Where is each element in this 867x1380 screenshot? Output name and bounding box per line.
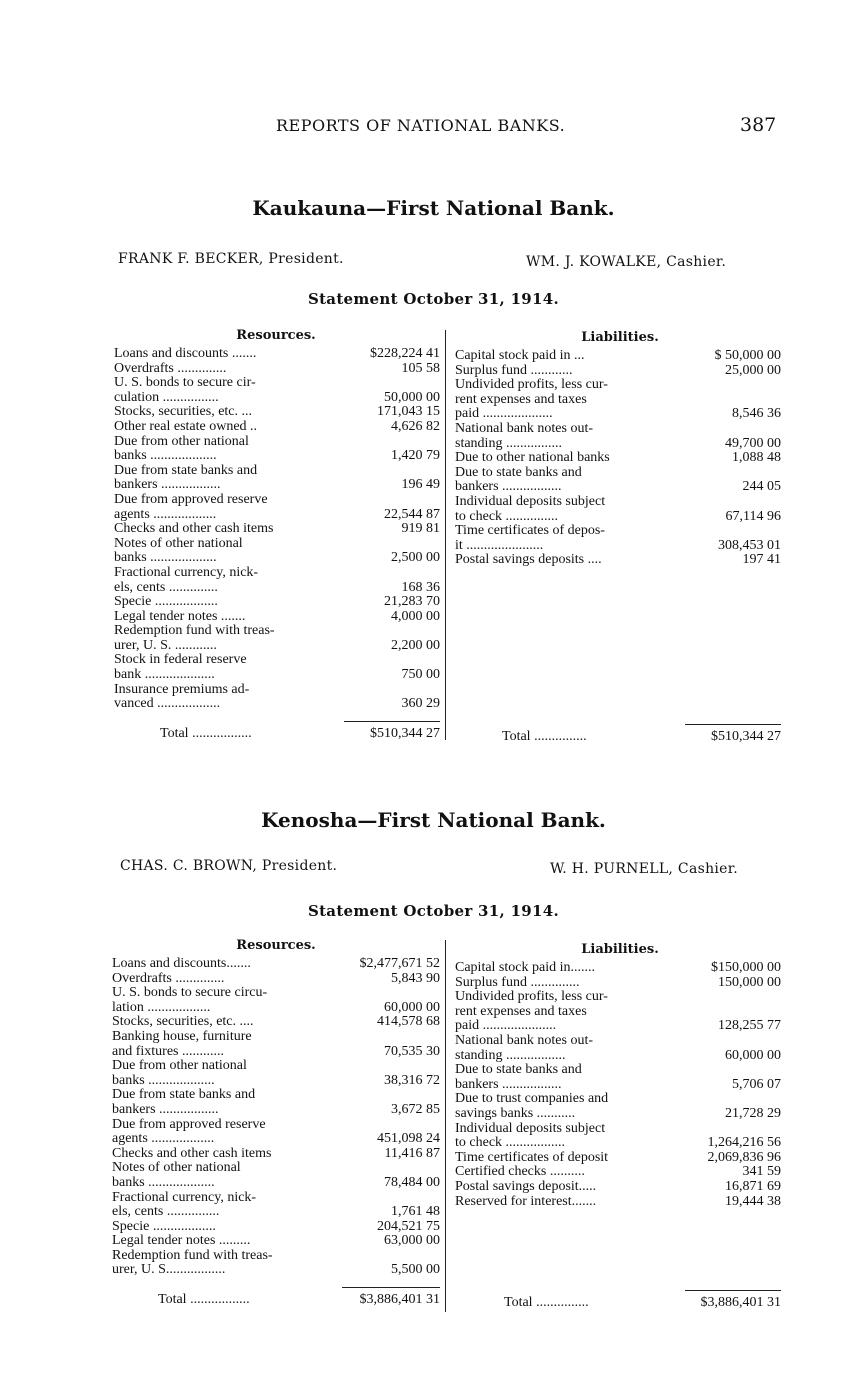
ledger-item-label: els, cents .............. [114,580,218,595]
ledger-item-label: Individual deposits subject [455,1121,606,1136]
ledger-item-amount: $228,224 41 [370,346,440,361]
ledger-item-label: savings banks ........... [455,1106,576,1121]
ledger-item-amount: 244 05 [742,479,781,495]
ledger-item-label: Stock in federal reserve [114,653,247,668]
ledger-item-label: to check ................. [455,1136,566,1151]
ledger-item-amount: 16,871 69 [725,1178,781,1194]
ledger-item-label: to check ............... [455,509,559,524]
ledger-item-label: bankers ................. [112,1102,219,1117]
total-rule [342,1287,440,1288]
statement-date: Statement October 31, 1914. [307,902,560,920]
ledger-row [455,393,781,408]
ledger-item-label: Loans and discounts ....... [114,347,257,361]
ledger-item-label: Postal savings deposits .... [455,553,602,568]
ledger-item-amount: 171,043 15 [377,404,440,420]
header-title: REPORTS OF NATIONAL BANKS. [276,116,566,135]
ledger-row [455,422,781,437]
ledger-row [112,1030,440,1045]
ledger-item-amount: $150,000 00 [711,960,781,975]
ledger-item-label: bankers ................. [455,480,562,495]
ledger-item-label: Overdrafts .............. [112,971,225,986]
ledger-row [455,1151,781,1166]
ledger-item-label: Postal savings deposit..... [455,1179,597,1194]
ledger-item-label: rent expenses and taxes [455,1004,587,1019]
ledger-item-label: standing ................. [455,1048,566,1063]
ledger-row [455,437,781,452]
ledger-item-label: U. S. bonds to secure circu- [112,986,268,1001]
ledger-item-amount: 2,200 00 [391,637,440,653]
ledger-item-label: standing ................ [455,436,562,451]
ledger-item-label: Stocks, securities, etc. ... [114,405,253,420]
ledger-item-amount: 8,546 36 [732,406,781,422]
ledger-row [455,1165,781,1180]
ledger-row [455,364,781,379]
ledger-item-label: Surplus fund ............ [455,363,573,378]
total-label: Total ................. [158,1292,250,1307]
ledger-row [112,986,440,1001]
ledger-item-amount: 25,000 00 [725,362,781,378]
ledger-row [114,493,440,508]
liabilities-total [504,1295,781,1311]
resources-heading: Resources. [236,328,316,343]
ledger-row [112,1074,440,1089]
ledger-item-label: Certified checks .......... [455,1165,585,1180]
ledger-row [455,495,781,510]
ledger-item-amount: 63,000 00 [384,1233,440,1249]
ledger-row [455,1049,781,1064]
ledger-item-amount: 3,672 85 [391,1101,440,1117]
ledger-item-label: agents .................. [112,1132,215,1147]
ledger-row [114,595,440,610]
liabilities-heading: Liabilities. [581,942,659,957]
ledger-row [455,510,781,525]
ledger-row [455,1092,781,1107]
ledger-item-label: and fixtures ............ [112,1044,224,1059]
ledger-row [455,1063,781,1078]
total-amount: $510,344 27 [711,729,781,744]
ledger-row [114,420,440,435]
ledger-item-label: urer, U. S................. [112,1263,226,1278]
ledger-item-amount: 1,264,216 56 [707,1135,781,1151]
ledger-item-label: U. S. bonds to secure cir- [114,376,256,391]
ledger-item-label: Due to trust companies and [455,1092,609,1107]
ledger-row [112,1132,440,1147]
ledger-item-label: Notes of other national [114,536,243,551]
ledger-row [455,990,781,1005]
ledger-item-label: Time certificates of depos- [455,524,605,539]
ledger-item-amount: 5,500 00 [391,1262,440,1278]
ledger-item-label: Due from other national [112,1059,247,1074]
ledger-item-amount: 5,706 07 [732,1076,781,1092]
ledger-item-label: Legal tender notes ......... [112,1234,251,1249]
ledger-row [114,610,440,625]
total-rule [685,724,781,725]
ledger-item-amount: 919 81 [401,521,440,537]
ledger-item-label: Due to state banks and [455,1063,582,1078]
ledger-row [455,480,781,495]
liabilities-list [455,961,781,1209]
ledger-item-amount: 60,000 00 [725,1047,781,1063]
ledger-item-amount: 21,728 29 [725,1105,781,1121]
ledger-item-label: Stocks, securities, etc. .... [112,1015,254,1030]
liabilities-heading: Liabilities. [581,330,659,345]
ledger-row [114,697,440,712]
ledger-row [112,1220,440,1235]
ledger-row [112,1015,440,1030]
ledger-row [455,1136,781,1151]
ledger-item-amount: 1,420 79 [391,448,440,464]
ledger-item-amount: 1,761 48 [391,1204,440,1220]
ledger-row [112,1263,440,1278]
ledger-item-label: Loans and discounts....... [112,957,251,971]
ledger-row [114,449,440,464]
ledger-row [112,1191,440,1206]
ledger-row [112,1103,440,1118]
column-divider [445,330,446,740]
president: FRANK F. BECKER, President. [118,251,344,267]
resources-list [114,347,440,712]
ledger-row [112,957,440,972]
ledger-item-label: bank .................... [114,668,215,683]
ledger-item-label: bankers ................. [455,1077,562,1092]
ledger-item-amount: 2,069,836 96 [707,1149,781,1165]
ledger-row [455,524,781,539]
ledger-item-amount: 67,114 96 [725,508,781,524]
ledger-item-label: Due from approved reserve [114,492,268,507]
bank-name: Kenosha—First National Bank. [261,808,606,832]
ledger-row [112,1059,440,1074]
ledger-row [112,1045,440,1060]
liabilities-list [455,349,781,568]
ledger-row [112,1001,440,1016]
ledger-item-label: Due to state banks and [455,465,582,480]
liabilities-total [502,729,781,745]
ledger-row [112,1205,440,1220]
ledger-row [455,451,781,466]
ledger-row [455,1107,781,1122]
ledger-item-label: Specie .................. [114,595,218,610]
ledger-row [455,1195,781,1210]
total-amount: $3,886,401 31 [359,1292,440,1307]
ledger-item-label: Due from state banks and [112,1088,256,1103]
ledger-item-label: banks ................... [112,1073,215,1088]
ledger-item-amount: 750 00 [401,667,440,683]
running-header [0,116,867,140]
ledger-item-label: Overdrafts .............. [114,361,227,376]
ledger-item-label: National bank notes out- [455,1033,594,1048]
ledger-item-amount: 204,521 75 [377,1218,440,1234]
ledger-item-amount: 196 49 [401,477,440,493]
ledger-item-amount: 105 58 [401,360,440,376]
cashier: WM. J. KOWALKE, Cashier. [526,254,727,270]
ledger-item-label: rent expenses and taxes [455,392,587,407]
ledger-row [114,668,440,683]
ledger-item-amount: 22,544 87 [384,506,440,522]
ledger-item-amount: 78,484 00 [384,1174,440,1190]
bank-name: Kaukauna—First National Bank. [252,196,615,220]
ledger-row [455,539,781,554]
ledger-row [455,553,781,568]
ledger-item-amount: 197 41 [742,552,781,568]
column-divider [445,940,446,1312]
ledger-row [114,581,440,596]
ledger-item-amount: $2,477,671 52 [359,956,440,971]
cashier: W. H. PURNELL, Cashier. [550,861,738,877]
ledger-item-amount: 308,453 01 [718,537,781,553]
ledger-row [455,976,781,991]
ledger-item-amount: $ 50,000 00 [714,348,781,363]
ledger-item-label: lation .................. [112,1000,211,1015]
ledger-item-label: Specie .................. [112,1219,216,1234]
ledger-row [455,1034,781,1049]
ledger-item-label: Banking house, furniture [112,1029,252,1044]
total-label: Total ............... [504,1295,589,1310]
ledger-item-label: Fractional currency, nick- [112,1190,257,1205]
ledger-row [455,407,781,422]
ledger-item-label: National bank notes out- [455,421,594,436]
total-label: Total ............... [502,729,587,744]
ledger-item-label: it ...................... [455,538,544,553]
ledger-row [114,405,440,420]
ledger-item-amount: 19,444 38 [725,1193,781,1209]
ledger-item-amount: 414,578 68 [377,1014,440,1030]
ledger-row [112,1088,440,1103]
ledger-row [112,1249,440,1264]
resources-total [160,726,440,742]
ledger-item-amount: 50,000 00 [384,389,440,405]
president: CHAS. C. BROWN, President. [120,858,338,874]
ledger-item-amount: 49,700 00 [725,435,781,451]
page-number: 387 [740,114,777,136]
ledger-item-label: Checks and other cash items [112,1146,272,1161]
ledger-item-label: banks ................... [114,449,217,464]
ledger-row [112,1234,440,1249]
ledger-item-label: Surplus fund .............. [455,975,580,990]
ledger-row [455,466,781,481]
ledger-row [114,376,440,391]
ledger-item-label: Due from state banks and [114,463,258,478]
ledger-item-label: Fractional currency, nick- [114,565,259,580]
ledger-item-label: paid .................... [455,407,553,422]
ledger-row [114,362,440,377]
ledger-row [112,1118,440,1133]
ledger-item-label: Capital stock paid in ... [455,349,585,363]
ledger-item-label: Due from other national [114,434,249,449]
ledger-row [455,961,781,976]
ledger-item-label: Redemption fund with treas- [112,1248,273,1263]
ledger-row [455,1019,781,1034]
total-label: Total ................. [160,726,252,741]
ledger-item-amount: 11,416 87 [384,1145,440,1161]
ledger-item-amount: 60,000 00 [384,999,440,1015]
ledger-item-amount: 128,255 77 [718,1018,781,1034]
ledger-item-label: els, cents ............... [112,1205,220,1220]
ledger-item-label: vanced .................. [114,697,221,712]
ledger-item-amount: 5,843 90 [391,970,440,986]
resources-list [112,957,440,1278]
ledger-row [114,508,440,523]
ledger-row [114,683,440,698]
ledger-item-amount: 150,000 00 [718,974,781,990]
ledger-item-amount: 70,535 30 [384,1043,440,1059]
ledger-item-label: Legal tender notes ....... [114,609,246,624]
ledger-row [114,566,440,581]
ledger-item-amount: 4,000 00 [391,608,440,624]
ledger-item-label: Individual deposits subject [455,494,606,509]
ledger-row [112,1176,440,1191]
ledger-item-label: banks ................... [114,551,217,566]
ledger-item-label: Due to other national banks [455,451,610,466]
ledger-row [455,1005,781,1020]
ledger-item-label: Redemption fund with treas- [114,624,275,639]
ledger-item-label: Undivided profits, less cur- [455,990,608,1005]
ledger-item-label: Insurance premiums ad- [114,682,250,697]
ledger-item-amount: 451,098 24 [377,1131,440,1147]
ledger-row [114,391,440,406]
ledger-row [455,1122,781,1137]
ledger-item-label: agents .................. [114,507,217,522]
ledger-item-amount: 1,088 48 [732,450,781,466]
statement-date: Statement October 31, 1914. [307,290,560,308]
ledger-row [114,624,440,639]
resources-total [158,1292,440,1308]
ledger-row [455,1180,781,1195]
ledger-item-amount: 4,626 82 [391,418,440,434]
total-amount: $3,886,401 31 [700,1295,781,1310]
ledger-row [114,347,440,362]
total-rule [344,721,440,722]
ledger-row [114,478,440,493]
ledger-item-amount: 21,283 70 [384,594,440,610]
ledger-item-amount: 360 29 [401,696,440,712]
resources-heading: Resources. [236,938,316,953]
ledger-item-label: Notes of other national [112,1161,241,1176]
ledger-row [112,1161,440,1176]
ledger-item-label: urer, U. S. ............ [114,638,217,653]
total-amount: $510,344 27 [370,726,440,741]
ledger-item-label: Undivided profits, less cur- [455,378,608,393]
ledger-item-label: Due from approved reserve [112,1117,266,1132]
ledger-item-amount: 341 59 [742,1164,781,1180]
ledger-item-label: bankers ................. [114,478,221,493]
ledger-item-label: culation ................ [114,390,219,405]
ledger-row [112,1147,440,1162]
ledger-item-amount: 2,500 00 [391,550,440,566]
ledger-item-label: Capital stock paid in....... [455,961,595,975]
ledger-row [114,464,440,479]
ledger-row [114,522,440,537]
ledger-row [114,639,440,654]
ledger-row [114,551,440,566]
ledger-item-amount: 168 36 [401,579,440,595]
ledger-row [455,378,781,393]
ledger-item-amount: 38,316 72 [384,1072,440,1088]
ledger-row [455,349,781,364]
ledger-row [112,972,440,987]
ledger-row [114,537,440,552]
ledger-item-label: Other real estate owned .. [114,419,258,434]
ledger-row [114,653,440,668]
ledger-item-label: Reserved for interest....... [455,1194,597,1209]
ledger-row [114,435,440,450]
ledger-item-label: paid ..................... [455,1019,557,1034]
ledger-item-label: banks ................... [112,1175,215,1190]
ledger-item-label: Time certificates of deposit [455,1150,609,1165]
total-rule [685,1290,781,1291]
ledger-item-label: Checks and other cash items [114,522,274,537]
ledger-row [455,1078,781,1093]
